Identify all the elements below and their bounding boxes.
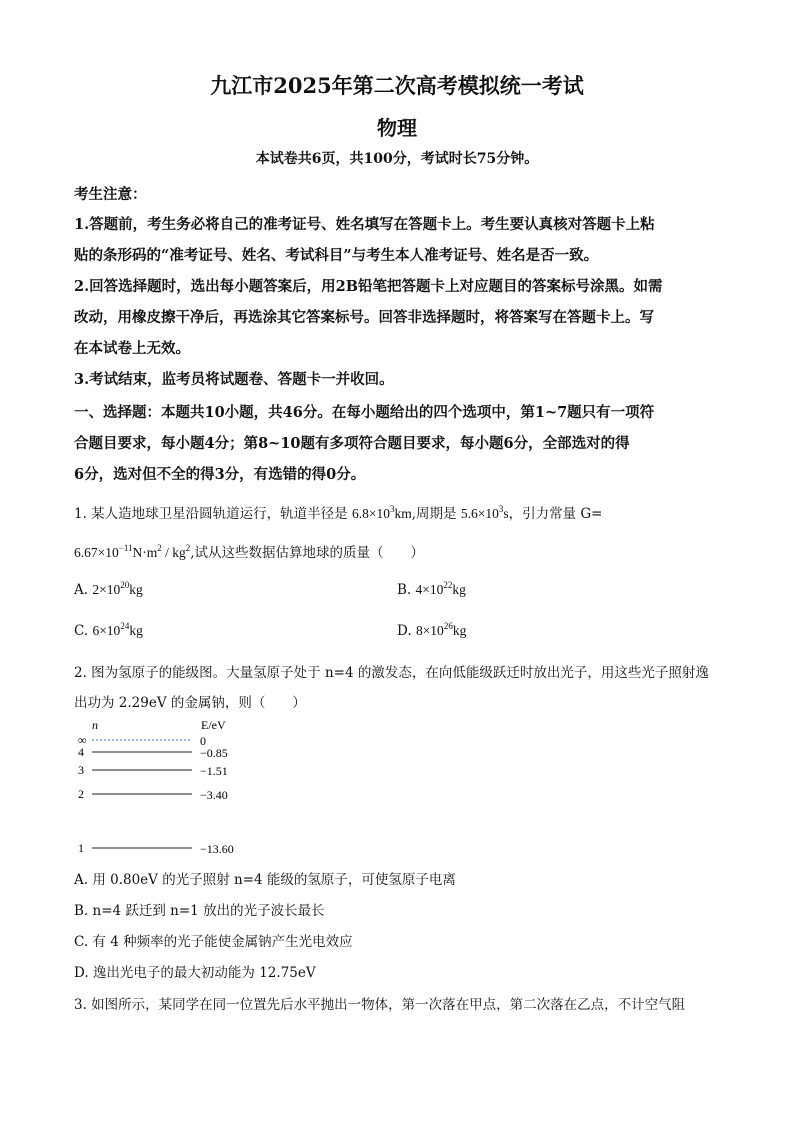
section-instruction: 一、选择题：本题共10小题，共46分。在每小题给出的四个选项中，第1~7题只有一项符 [74, 404, 655, 421]
level-energy-label: −3.40 [200, 788, 228, 802]
question-2-option-d[interactable]: D. 逸出光电子的最大初动能为 12.75eV [74, 965, 316, 981]
section-instruction: 合题目要求，每小题4分；第8~10题有多项符合题目要求，每小题6分，全部选对的得 [74, 435, 630, 452]
n-axis-label: n [92, 718, 98, 732]
exam-info: 本试卷共6页，共100分，考试时长75分钟。 [255, 151, 539, 167]
level-energy-label: −0.85 [200, 746, 228, 760]
notice-heading: 考生注意： [74, 186, 147, 203]
level-energy-label: −13.60 [200, 842, 234, 856]
question-3-stem: 3. 如图所示，某同学在同一位置先后水平抛出一物体，第一次落在甲点，第二次落在乙点，不计空气阻 [74, 997, 686, 1013]
level-n-label: 1 [78, 841, 84, 855]
notice-line: 3.考试结束，监考员将试题卷、答题卡一并收回。 [74, 371, 394, 388]
notice-line: 贴的条形码的“准考证号、姓名、考试科目”与考生本人准考证号、姓名是否一致。 [74, 247, 599, 264]
level-n-label: 4 [78, 745, 84, 759]
question-1-stem: 1. 某人造地球卫星沿圆轨道运行，轨道半径是 $6.8\times 10^3km$,周期是 $5.6\times 10^3s$，引力常量 G= [74, 504, 603, 522]
question-1-option-c[interactable]: C. $6\times 10^{24}kg$ [74, 621, 143, 639]
question-2-stem: 2. 图为氢原子的能级图。大量氢原子处于 n=4 的激发态，在向低能级跃迁时放出光子，用这些光子照射逸 [74, 665, 709, 681]
level-n-label: 2 [78, 787, 84, 801]
question-1-option-d[interactable]: D. $8\times 10^{26}kg$ [397, 621, 467, 639]
notice-line: 改动，用橡皮擦干净后，再选涂其它答案标号。回答非选择题时，将答案写在答题卡上。写 [74, 309, 654, 326]
question-1-stem-cont: $6.67\times 10^{-11}N\cdot m^2 / kg^2$,试从这些数据估算地球的质量（ ） [74, 543, 425, 561]
subject-title: 物理 [377, 116, 417, 140]
level-energy-label: −1.51 [200, 764, 228, 778]
question-2-option-b[interactable]: B. n=4 跃迁到 n=1 放出的光子波长最长 [74, 903, 325, 919]
energy-axis-label: E/eV [201, 718, 226, 732]
question-2-option-a[interactable]: A. 用 0.80eV 的光子照射 n=4 能级的氢原子，可使氢原子电离 [74, 872, 456, 888]
question-2-option-c[interactable]: C. 有 4 种频率的光子能使金属钠产生光电效应 [74, 934, 353, 950]
notice-line: 在本试卷上无效。 [74, 340, 190, 357]
level-n-label: 3 [78, 763, 84, 777]
question-2-stem-cont: 出功为 2.29eV 的金属钠，则（ ） [74, 695, 306, 711]
question-1-option-a[interactable]: A. $2\times 10^{20}kg$ [74, 580, 143, 598]
exam-title: 九江市2025年第二次高考模拟统一考试 [210, 73, 584, 98]
energy-level-diagram [74, 716, 274, 866]
question-1-option-b[interactable]: B. $4\times 10^{22}kg$ [397, 580, 466, 598]
section-instruction: 6分，选对但不全的得3分，有选错的得0分。 [74, 466, 366, 483]
level-n-label: ∞ [78, 733, 87, 747]
level-energy-label: 0 [200, 734, 206, 748]
notice-line: 1.答题前，考生务必将自己的准考证号、姓名填写在答题卡上。考生要认真核对答题卡上粘 [74, 216, 655, 233]
notice-line: 2.回答选择题时，选出每小题答案后，用2B铅笔把答题卡上对应题目的答案标号涂黑。如需 [74, 278, 663, 295]
